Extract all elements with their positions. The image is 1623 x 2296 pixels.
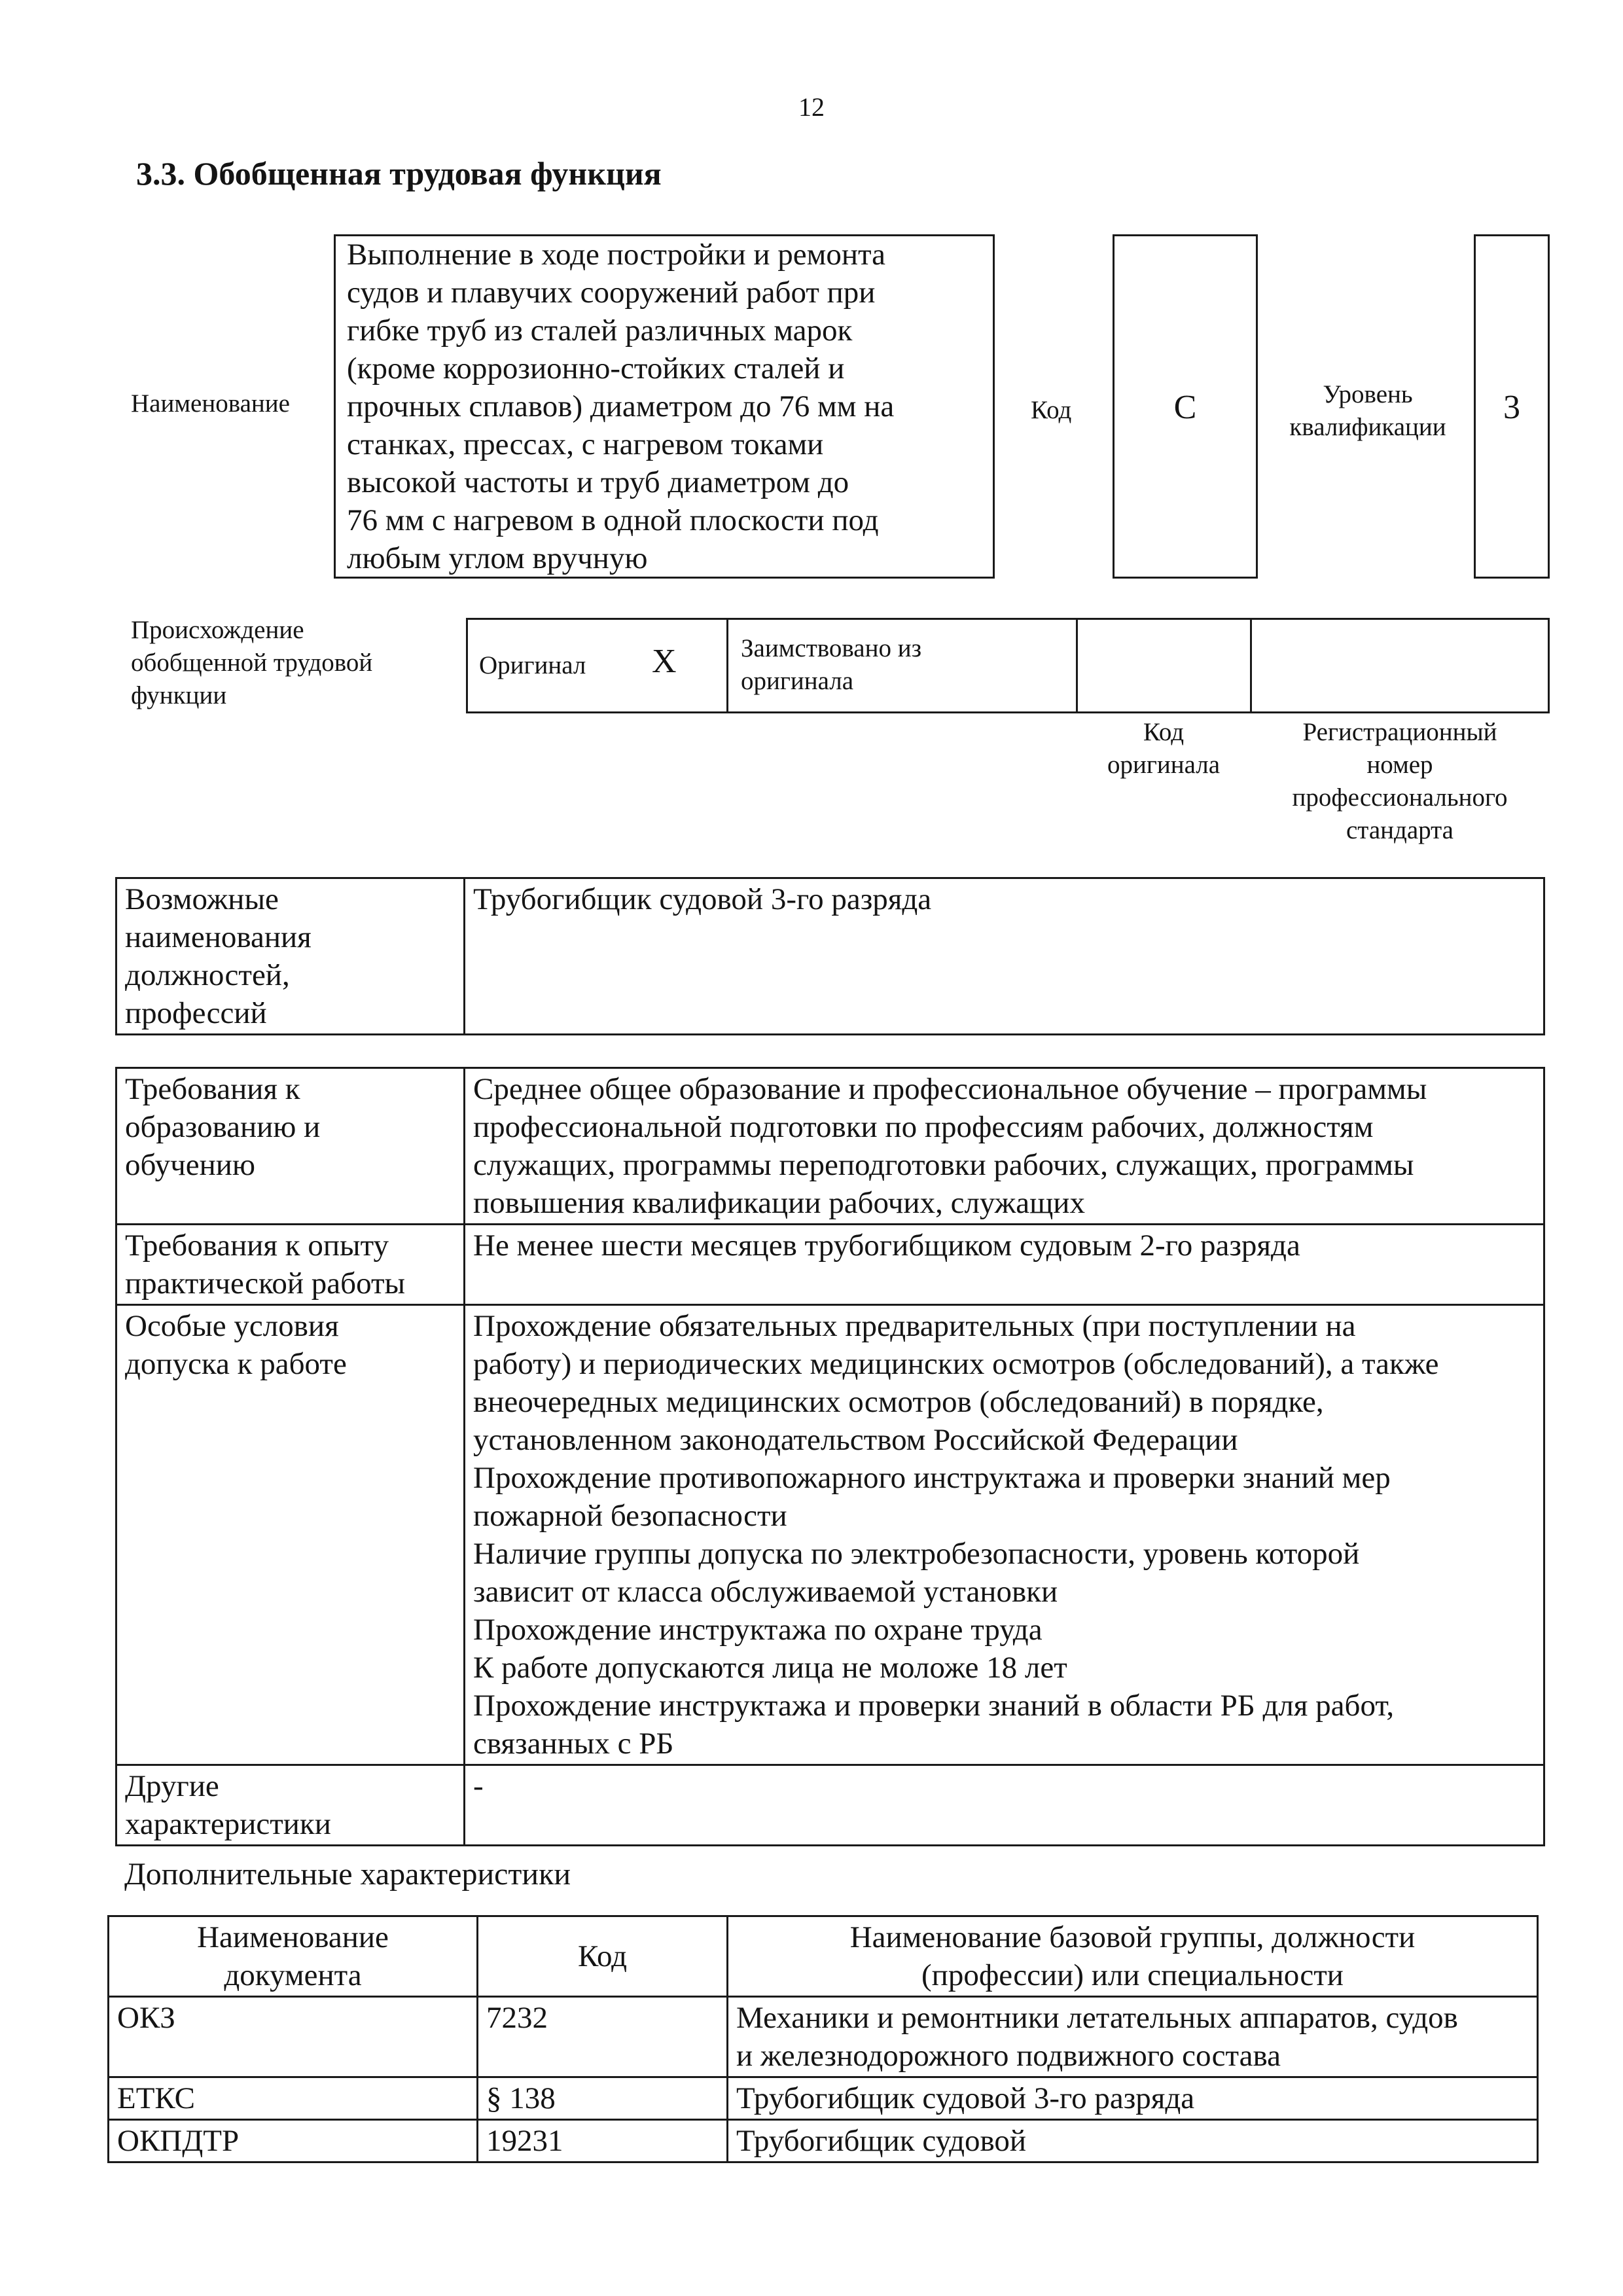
education-value	[465, 1068, 1544, 1225]
function-name-line: прочных сплавов) диаметром до 76 мм на	[347, 389, 895, 423]
row-code: 19231	[478, 2120, 728, 2162]
education-line: Среднее общее образование и профессиональное обучение – программы	[473, 1072, 1427, 1106]
experience-label-line: Требования к опыту	[125, 1229, 389, 1263]
row-document: ОКЗ	[109, 1997, 478, 2077]
conditions-label-line: допуска к работе	[125, 1347, 347, 1381]
original-code-caption	[1076, 716, 1251, 781]
registration-caption	[1250, 716, 1550, 847]
function-name-line: Выполнение в ходе постройки и ремонта	[347, 238, 885, 272]
row-code: 7232	[478, 1997, 728, 2077]
education-label-line: Требования к	[125, 1072, 300, 1106]
conditions-line: работу) и периодических медицинских осмотров (обследований), а также	[473, 1347, 1439, 1381]
registration-caption-line: номер	[1366, 751, 1433, 779]
function-name	[347, 236, 1001, 577]
row-name: Трубогибщик судовой 3-го разряда	[728, 2077, 1538, 2120]
page-number: 12	[798, 92, 825, 122]
original-code-caption-line: оригинала	[1107, 751, 1221, 779]
header-group	[728, 1916, 1538, 1997]
borrowed-label-line: оригинала	[741, 667, 854, 695]
function-name-line: 76 мм с нагревом в одной плоскости под	[347, 503, 879, 537]
conditions-label-line: Особые условия	[125, 1309, 339, 1343]
origin-label	[131, 614, 372, 712]
positions-label	[116, 878, 465, 1035]
education-label-line: образованию и	[125, 1110, 321, 1144]
function-name-line: любым углом вручную	[347, 541, 648, 575]
conditions-line: внеочередных медицинских осмотров (обследований) в порядке,	[473, 1385, 1324, 1419]
positions-label-line: наименования	[125, 920, 312, 954]
conditions-line: пожарной безопасности	[473, 1499, 787, 1533]
conditions-value	[465, 1305, 1544, 1765]
header-code: Код	[478, 1916, 728, 1997]
header-document-line: документа	[224, 1958, 362, 1992]
table-row	[109, 2077, 1538, 2120]
positions-table	[115, 877, 1545, 1035]
conditions-line: Наличие группы допуска по электробезопасности, уровень которой	[473, 1537, 1360, 1571]
row-name-line: Механики и ремонтники летательных аппаратов, судов	[736, 2001, 1458, 2035]
row-name	[728, 1997, 1538, 2077]
function-name-line: гибке труб из сталей различных марок	[347, 314, 853, 348]
other-label	[116, 1765, 465, 1846]
original-mark: X	[652, 643, 677, 680]
positions-value: Трубогибщик судовой 3-го разряда	[465, 878, 1544, 1035]
row-document: ЕТКС	[109, 2077, 478, 2120]
code-value: C	[1173, 389, 1197, 426]
additional-title: Дополнительные характеристики	[124, 1857, 571, 1892]
function-name-line: (кроме коррозионно-стойких сталей и	[347, 351, 845, 386]
level-label	[1270, 378, 1466, 444]
header-group-line: Наименование базовой группы, должности	[849, 1920, 1416, 1954]
row-code: § 138	[478, 2077, 728, 2120]
level-value: 3	[1503, 389, 1520, 426]
positions-label-line: должностей,	[125, 958, 290, 992]
table-row	[116, 1305, 1544, 1765]
conditions-line: установленном законодательством Российской Федерации	[473, 1423, 1238, 1457]
conditions-line: Прохождение обязательных предварительных (при поступлении на	[473, 1309, 1356, 1343]
positions-label-line: Возможные	[125, 882, 279, 916]
education-line: служащих, программы переподготовки рабочих, служащих, программы	[473, 1148, 1414, 1182]
origin-label-line: Происхождение	[131, 616, 304, 644]
code-label: Код	[1031, 396, 1072, 424]
original-code-caption-line: Код	[1143, 718, 1185, 746]
header-document-line: Наименование	[197, 1920, 389, 1954]
requirements-table	[115, 1067, 1545, 1846]
registration-caption-line: профессионального	[1292, 783, 1508, 812]
row-document: ОКПДТР	[109, 2120, 478, 2162]
level-label-line: квалификации	[1289, 413, 1446, 441]
header-group-line: (профессии) или специальности	[921, 1958, 1344, 1992]
origin-table	[466, 618, 1550, 713]
header-document	[109, 1916, 478, 1997]
additional-table	[107, 1915, 1539, 2163]
origin-label-line: функции	[131, 681, 227, 709]
experience-value: Не менее шести месяцев трубогибщиком судовым 2-го разряда	[465, 1225, 1544, 1305]
origin-divider	[726, 618, 728, 713]
table-row	[116, 1765, 1544, 1846]
conditions-line: Прохождение противопожарного инструктажа и проверки знаний мер	[473, 1461, 1391, 1495]
table-row	[116, 1068, 1544, 1225]
other-label-line: Другие	[125, 1769, 219, 1803]
conditions-line: К работе допускаются лица не моложе 18 лет	[473, 1651, 1067, 1685]
registration-caption-line: Регистрационный	[1302, 718, 1497, 746]
other-label-line: характеристики	[125, 1807, 331, 1841]
origin-divider	[1250, 618, 1252, 713]
table-row	[109, 1997, 1538, 2077]
origin-divider	[1076, 618, 1078, 713]
other-value: -	[465, 1765, 1544, 1846]
conditions-line: зависит от класса обслуживаемой установки	[473, 1575, 1058, 1609]
table-row	[109, 1916, 1538, 1997]
original-label: Оригинал	[479, 651, 586, 679]
function-name-line: станках, прессах, с нагревом токами	[347, 427, 824, 461]
table-row	[116, 1225, 1544, 1305]
experience-label-line: практической работы	[125, 1266, 406, 1300]
conditions-label	[116, 1305, 465, 1765]
function-name-line: высокой частоты и труб диаметром до	[347, 465, 849, 499]
conditions-line: связанных с РБ	[473, 1727, 674, 1761]
borrowed-label-line: Заимствовано из	[741, 634, 922, 662]
conditions-line: Прохождение инструктажа и проверки знаний в области РБ для работ,	[473, 1689, 1395, 1723]
education-line: повышения квалификации рабочих, служащих	[473, 1186, 1085, 1220]
registration-caption-line: стандарта	[1346, 816, 1454, 844]
name-label: Наименование	[131, 389, 290, 418]
table-row	[116, 878, 1544, 1035]
experience-label	[116, 1225, 465, 1305]
table-row	[109, 2120, 1538, 2162]
section-title: 3.3. Обобщенная трудовая функция	[136, 155, 662, 192]
education-line: профессиональной подготовки по профессиям рабочих, должностям	[473, 1110, 1374, 1144]
positions-label-line: профессий	[125, 996, 267, 1030]
education-label-line: обучению	[125, 1148, 256, 1182]
conditions-line: Прохождение инструктажа по охране труда	[473, 1613, 1043, 1647]
row-name-line: и железнодорожного подвижного состава	[736, 2039, 1281, 2073]
education-label	[116, 1068, 465, 1225]
origin-label-line: обобщенной трудовой	[131, 649, 373, 677]
row-name: Трубогибщик судовой	[728, 2120, 1538, 2162]
level-label-line: Уровень	[1323, 380, 1413, 408]
function-name-line: судов и плавучих сооружений работ при	[347, 276, 876, 310]
borrowed-label	[741, 632, 921, 698]
